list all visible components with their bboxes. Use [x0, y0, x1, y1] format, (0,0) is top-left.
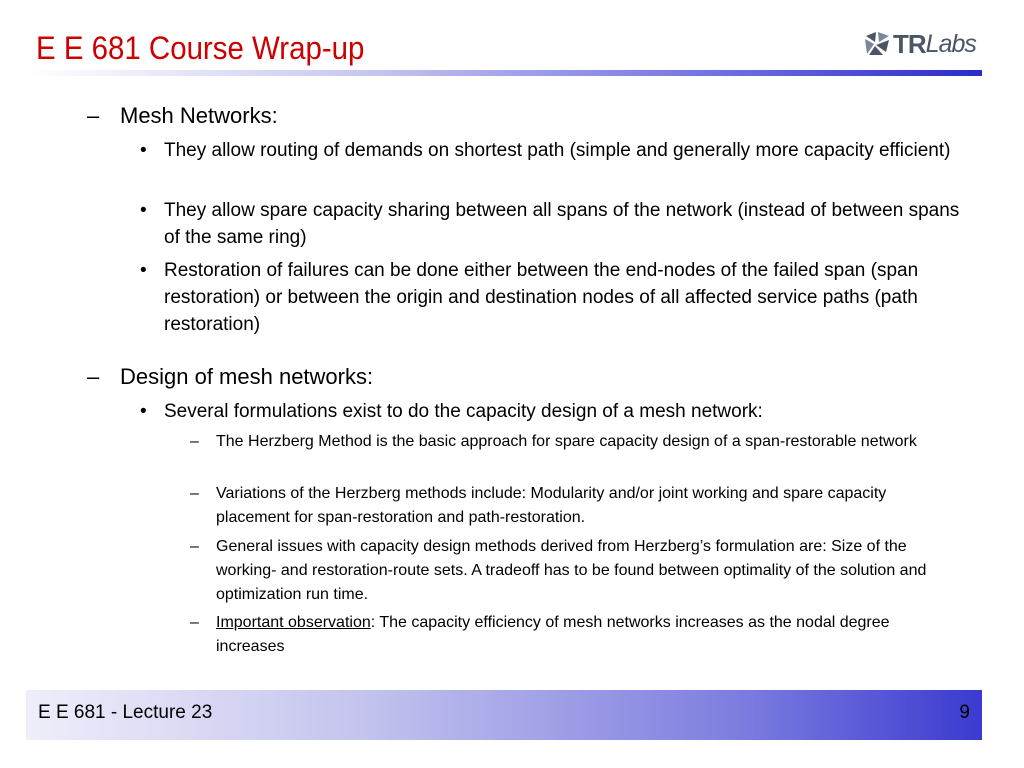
- dash-marker: –: [87, 103, 100, 128]
- logo-tr-text: TR: [893, 28, 926, 59]
- logo-labs-text: Labs: [925, 29, 976, 58]
- bullet-level1: [87, 363, 960, 391]
- dash-marker: –: [190, 538, 199, 555]
- mesh-item: Restoration of failures can be done either between the end-nodes of the failed span (span restoration) or between the origin and destination nodes of all affected service paths (path restoration): [164, 260, 919, 335]
- bullet-level3: [190, 611, 956, 659]
- mesh-item: They allow spare capacity sharing between all spans of the network (instead of between spans of the same ring): [164, 200, 960, 248]
- design-item: The Herzberg Method is the basic approach for spare capacity design of a span-restorable network: [216, 433, 917, 450]
- bullet-level2: [140, 257, 964, 338]
- page-number: 9: [959, 702, 970, 723]
- dash-marker: –: [190, 433, 199, 450]
- bullet-level3: [190, 430, 956, 454]
- mesh-item: They allow routing of demands on shortest path (simple and generally more capacity efficient): [164, 140, 951, 161]
- bullet-level2: [140, 197, 964, 251]
- bullet-level3: [190, 482, 956, 530]
- slide-footer: [26, 690, 982, 740]
- design-item: Variations of the Herzberg methods include: Modularity and/or joint working and spare capacity placement for span-restoration and path-restoration.: [216, 485, 887, 526]
- footer-course: E E 681 - Lecture 23: [38, 702, 213, 723]
- important-observation-label: Important observation: [216, 614, 371, 631]
- bullet-marker: •: [140, 140, 147, 161]
- dash-marker: –: [190, 614, 199, 631]
- mesh-heading: Mesh Networks:: [120, 103, 278, 128]
- bullet-marker: •: [140, 260, 147, 281]
- dash-marker: –: [190, 485, 199, 502]
- design-sub: Several formulations exist to do the capacity design of a mesh network:: [164, 401, 763, 422]
- important-observation-text: : The capacity efficiency of mesh networks increases as the nodal degree increases: [216, 614, 890, 655]
- bullet-marker: •: [140, 401, 147, 422]
- title-divider: [26, 70, 982, 76]
- slide-title: E E 681 Course Wrap-up: [36, 30, 365, 66]
- design-heading: Design of mesh networks:: [120, 364, 374, 389]
- bullet-level2: [140, 137, 964, 164]
- bullet-marker: •: [140, 200, 147, 221]
- bullet-level2: [140, 398, 964, 425]
- bullet-level3: [190, 535, 956, 607]
- dash-marker: –: [87, 364, 100, 389]
- bullet-level1: [87, 102, 960, 130]
- design-item: General issues with capacity design methods derived from Herzberg’s formulation are: Size of the working- and restoration-route sets. A tradeoff has to be found between optimality of the solution and optimization run time.: [216, 538, 927, 603]
- trlabs-logo: [862, 26, 984, 62]
- trlabs-logo-icon: [862, 30, 892, 58]
